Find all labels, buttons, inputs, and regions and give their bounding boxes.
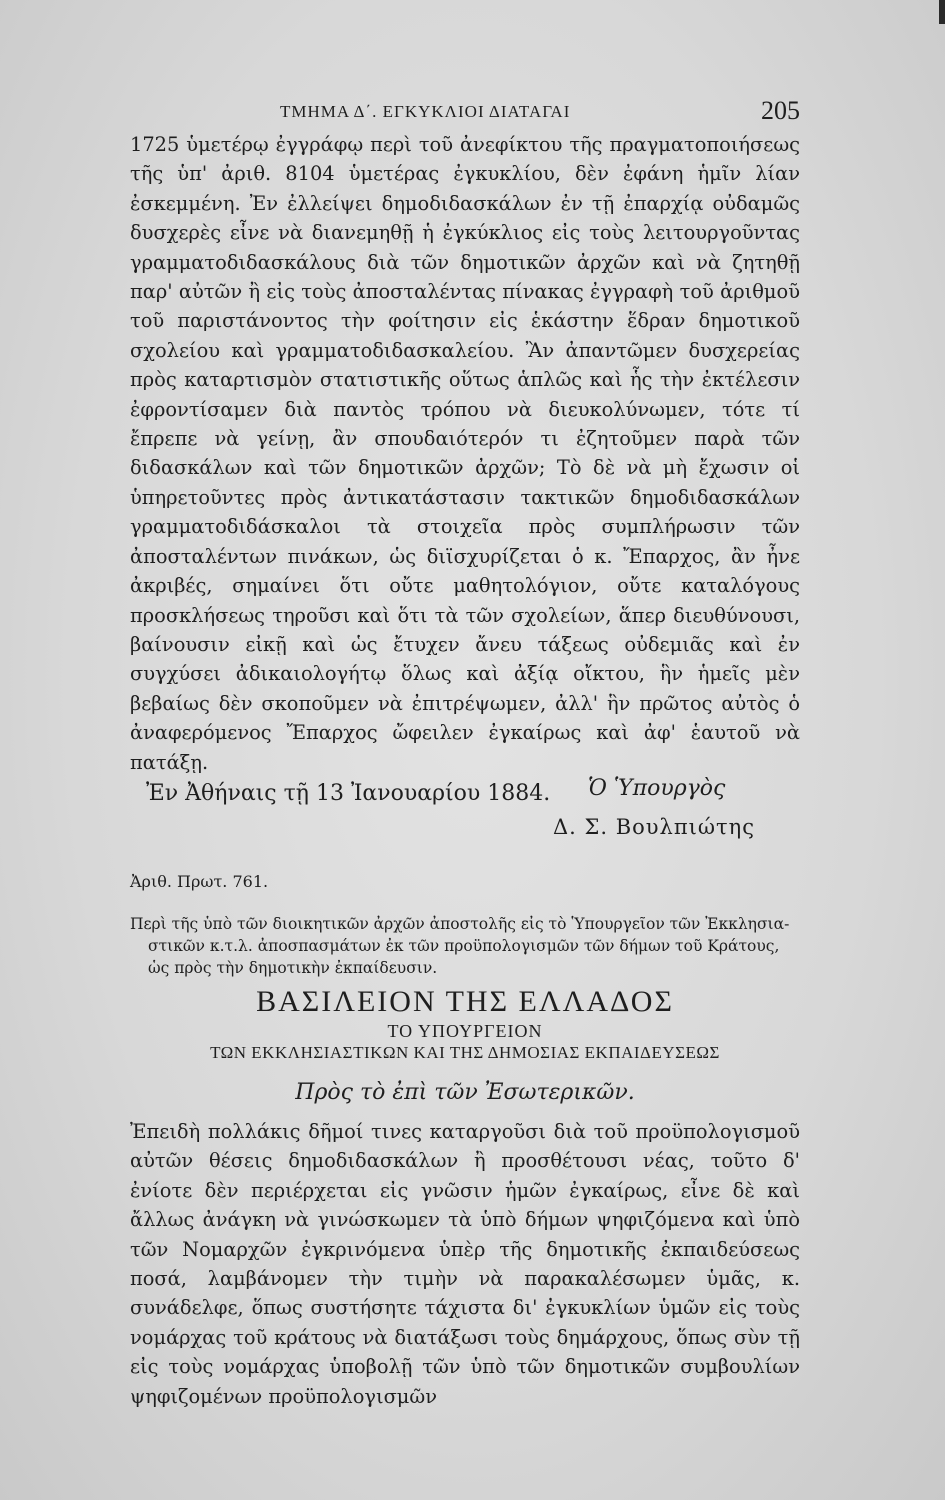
body-paragraph: 1725 ὑμετέρῳ ἐγγράφῳ περὶ τοῦ ἀνεφίκτου τῆς πραγματοποιήσεως τῆς ὑπ' ἀριθ. 8104 ὑμετέρας ἐγκυκλίου, δὲν ἐφάνη ἡμῖν λίαν ἐσκεμμένη. Ἐν ἐλλείψει δημοδιδασκάλων ἐν τῇ ἐπαρχίᾳ οὐδαμῶς δυσχερὲς εἶνε νὰ διανεμηθῇ ἡ ἐγκύκλιος εἰς τοὺς λειτουργοῦντας γραμματοδιδασκάλους διὰ τῶν δημοτικῶν ἀρχῶν καὶ νὰ ζητηθῇ παρ' αὐτῶν ἢ εἰς τοὺς ἀποσταλέντας πίνακας ἐγγραφὴ τοῦ ἀριθμοῦ τοῦ παριστάνοντος τὴν φοίτησιν εἰς ἑκάστην ἕδραν δημοτικοῦ σχολείου καὶ γραμματοδιδασκαλείου. Ἂν ἀπαντῶμεν δυσχερείας πρὸς καταρτισμὸν στατιστικῆς οὕτως ἁπλῶς καὶ ἧς τὴν ἐκτέλεσιν ἐφροντίσαμεν διὰ παντὸς τρόπου νὰ διευκολύνωμεν, τότε τί ἔπρεπε νὰ γείνῃ, ἂν σπουδαιότερόν τι ἐζητοῦμεν παρὰ τῶν διδασκάλων καὶ τῶν δημοτικῶν ἀρχῶν; Τὸ δὲ νὰ μὴ ἔχωσιν οἱ ὑπηρετοῦντες πρὸς ἀντικατάστασιν τακτικῶν δημοδιδασκάλων γραμματοδιδάσκαλοι τὰ στοιχεῖα πρὸς συμπλήρωσιν τῶν ἀποσταλέντων πινάκων, ὡς διϊσχυρίζεται ὁ κ. Ἔπαρχος, ἂν ἦνε ἀκριβές, σημαίνει ὅτι οὔτε μαθητολόγιον, οὔτε καταλόγους προσκλήσεως τηροῦσι καὶ ὅτι τὰ τῶν σχολείων, ἅπερ διευθύνουσι, βαίνουσιν εἰκῇ καὶ ὡς ἔτυχεν ἄνευ τάξεως οὐδεμιᾶς καὶ ἐν συγχύσει ἀδικαιολογήτῳ ὅλως καὶ ἀξίᾳ οἴκτου, ἣν ἡμεῖς μὲν βεβαίως δὲν σκοποῦμεν νὰ ἐπιτρέψωμεν, ἀλλ' ἣν πρῶτος αὐτὸς ὁ ἀναφερόμενος Ἔπαρχος ὤφειλεν ἐγκαίρως καὶ ἀφ' ἑαυτοῦ νὰ πατάξῃ. [130, 133, 800, 774]
main-text [130, 130, 800, 808]
subject-note-line: ὡς πρὸς τὴν δημοτικὴν ἐκπαίδευσιν. [148, 959, 438, 977]
subject-note [130, 913, 800, 979]
section-heading-ministry-name: ΤΩΝ ΕΚΚΛΗΣΙΑΣΤΙΚΩΝ ΚΑΙ ΤΗΣ ΔΗΜΟΣΙΑΣ ΕΚΠΑΙΔΕΥΣΕΩΣ [210, 1043, 720, 1062]
protocol-number: Ἀριθ. Πρωτ. 761. [130, 872, 269, 891]
subject-note-line: Περὶ τῆς ὑπὸ τῶν διοικητικῶν ἀρχῶν ἀποστολῆς εἰς τὸ Ὑπουργεῖον τῶν Ἐκκλησια- [130, 915, 790, 933]
letter-text [130, 1117, 800, 1411]
addressee-line: Πρὸς τὸ ἐπὶ τῶν Ἐσωτερικῶν. [295, 1080, 635, 1105]
running-title: ΤΜΗΜΑ Δ΄. ΕΓΚΥΚΛΙΟΙ ΔΙΑΤΑΓΑΙ [280, 102, 571, 121]
subject-note-line: στικῶν κ.τ.λ. ἀποσπασμάτων ἐκ τῶν προϋπολογισμῶν τῶν δήμων τοῦ Κράτους, [148, 937, 780, 955]
letter-paragraph: Ἐπειδὴ πολλάκις δῆμοί τινες καταργοῦσι διὰ τοῦ προϋπολογισμοῦ αὐτῶν θέσεις δημοδιδασκάλων ἢ προσθέτουσι νέας, τοῦτο δ' ἐνίοτε δὲν περιέρχεται εἰς γνῶσιν ἡμῶν ἐγκαίρως, εἶνε δὲ καὶ ἄλλως ἀνάγκη νὰ γινώσκωμεν τὰ ὑπὸ δήμων ψηφιζόμενα καὶ ὑπὸ τῶν Νομαρχῶν ἐγκρινόμενα ὑπὲρ τῆς δημοτικῆς ἐκπαιδεύσεως ποσά, λαμβάνομεν τὴν τιμὴν νὰ παρακαλέσωμεν ὑμᾶς, κ. συνάδελφε, ὅπως συστήσητε τάχιστα δι' ἐγκυκλίων ὑμῶν εἰς τοὺς νομάρχας τοῦ κράτους νὰ διατάξωσι τοὺς δημάρχους, ὅπως σὺν τῇ εἰς τοὺς νομάρχας ὑποβολῇ τῶν ὑπὸ τῶν δημοτικῶν συμβουλίων ψηφιζομένων προϋπολογισμῶν [130, 1120, 800, 1408]
scan-edge-mark [939, 0, 945, 24]
signature-title: Ὁ Ὑπουργὸς [588, 776, 726, 801]
page-number: 205 [761, 96, 800, 125]
section-heading-ministry: ΤΟ ΥΠΟΥΡΓΕΙΟΝ [387, 1021, 543, 1041]
page-header [130, 96, 800, 126]
date-line: Ἐν Ἀθήναις τῇ 13 Ἰανουαρίου 1884. [146, 780, 551, 806]
section-heading-kingdom: ΒΑΣΙΛΕΙΟΝ ΤΗΣ ΕΛΛΑΔΟΣ [256, 985, 674, 1018]
signature-name: Δ. Σ. Βουλπιώτης [553, 815, 755, 839]
